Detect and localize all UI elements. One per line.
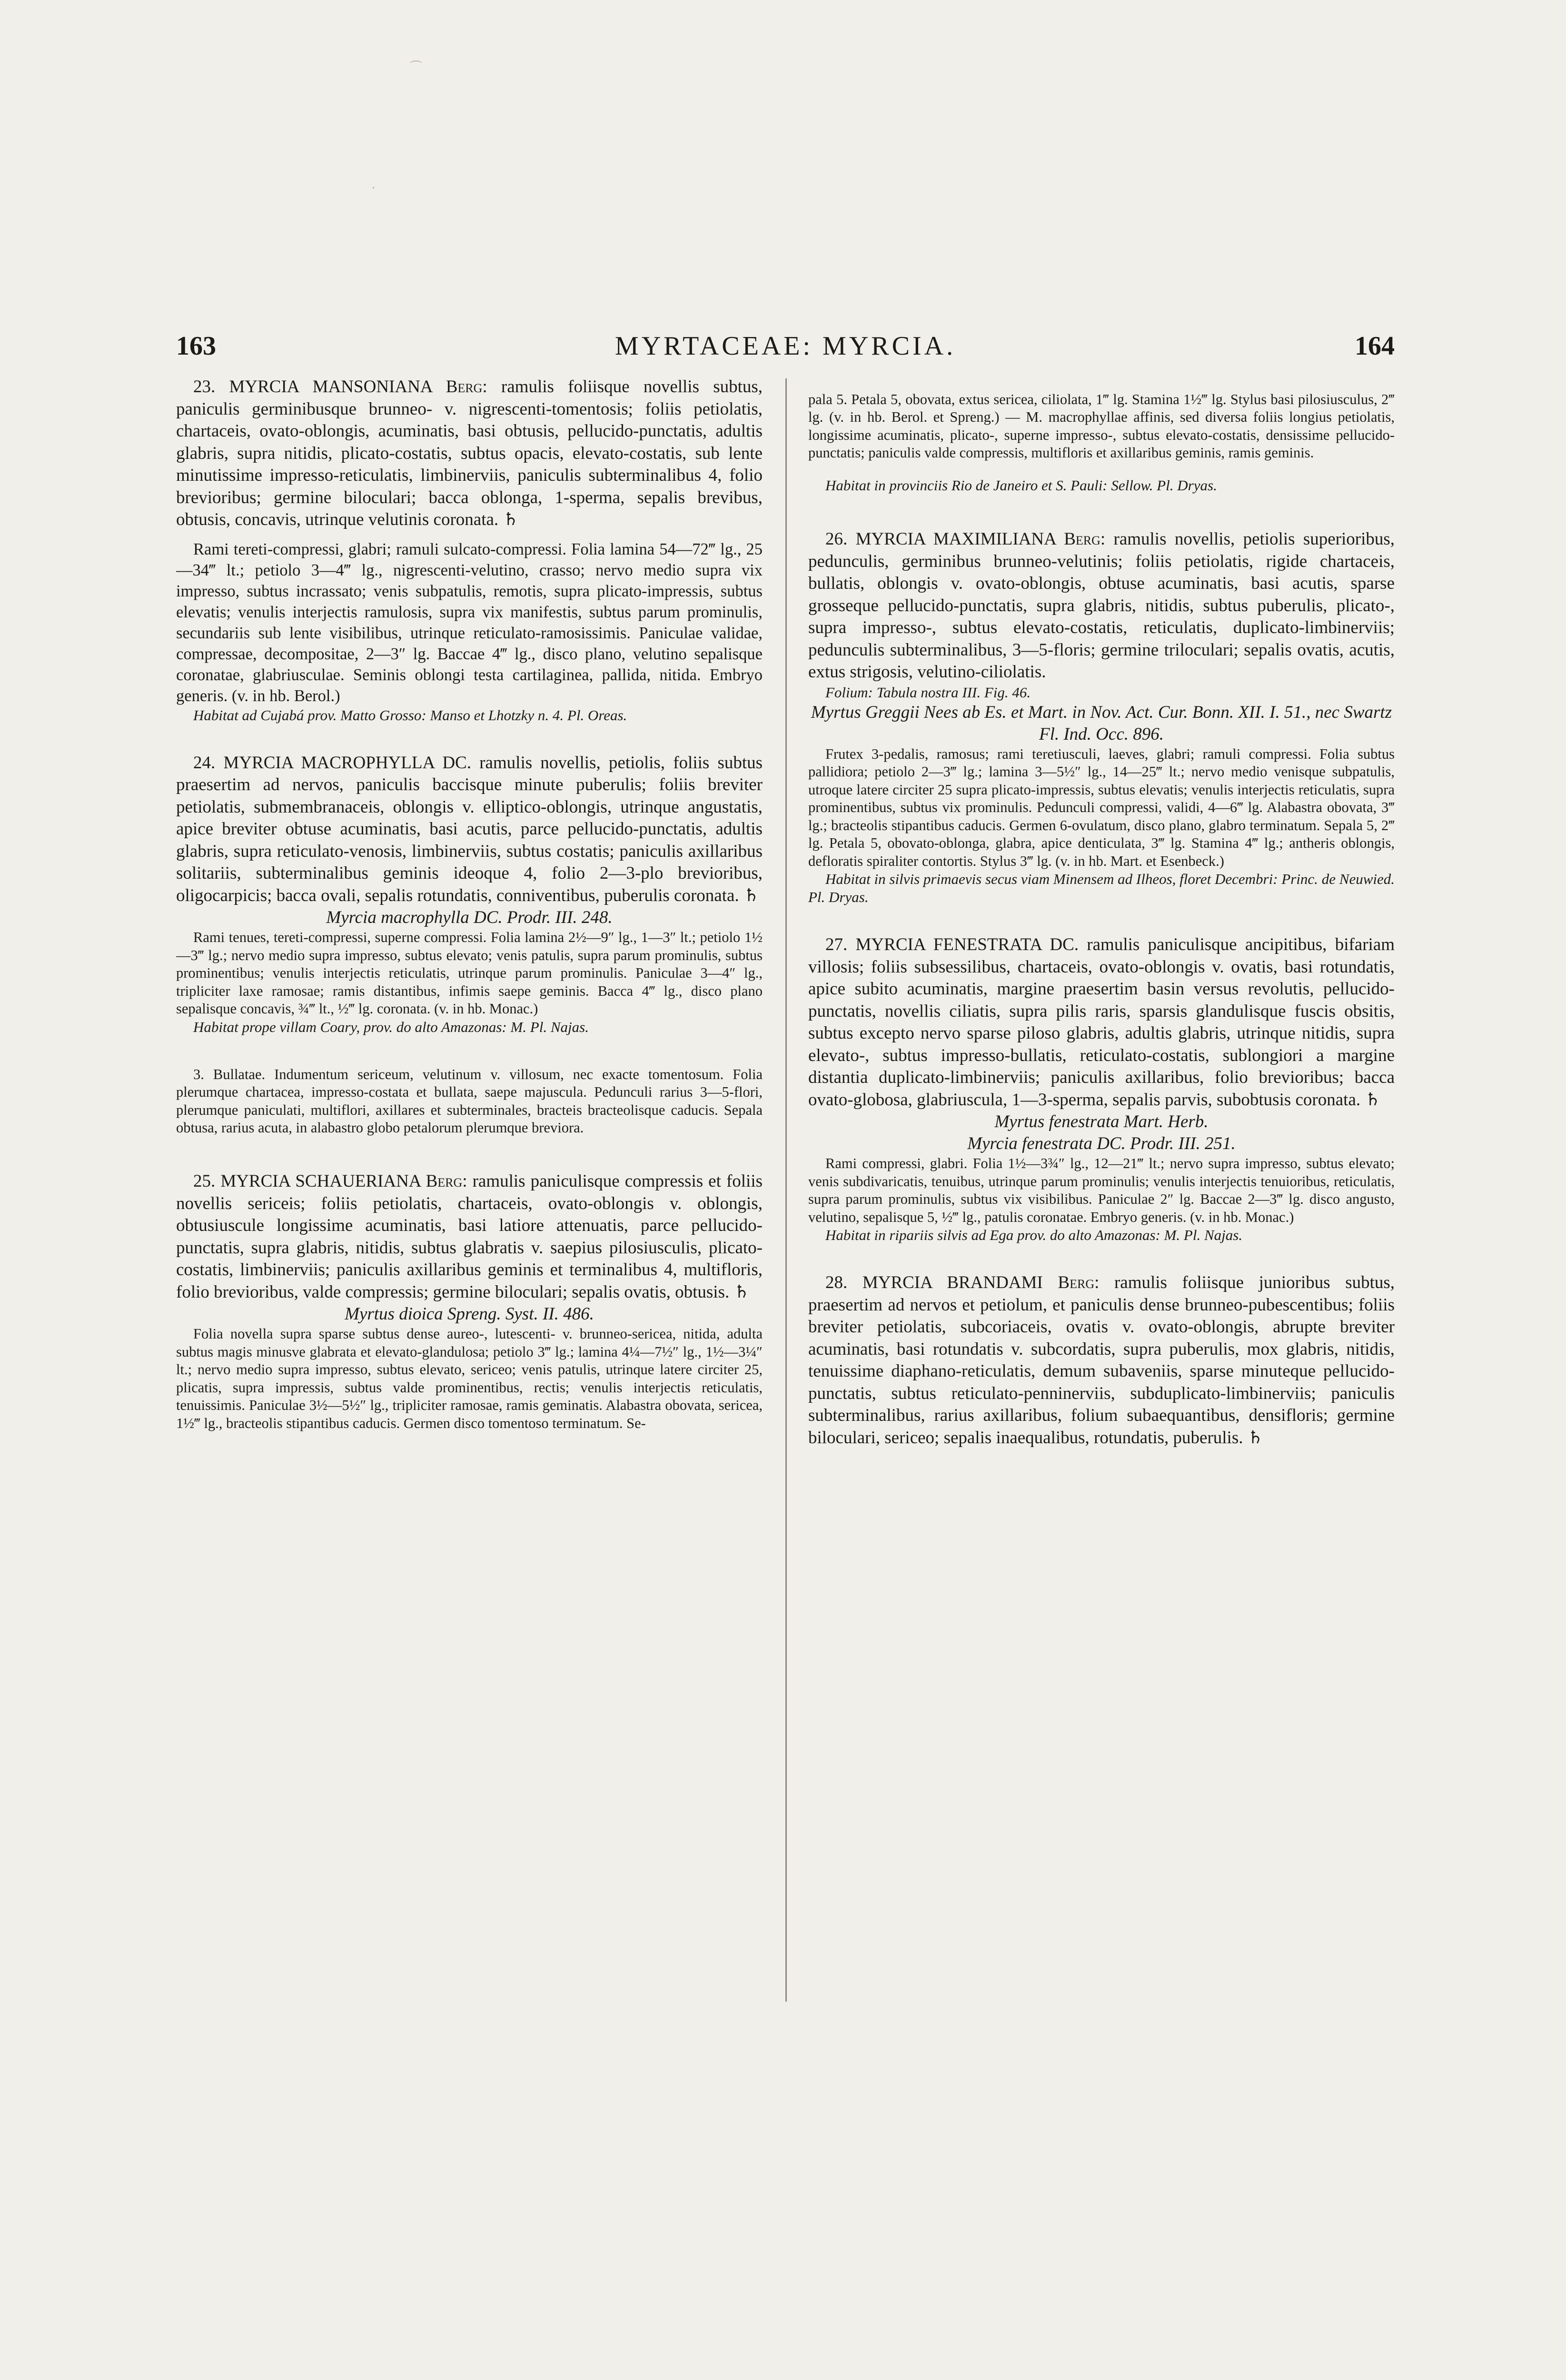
species-entry-24: [176, 752, 763, 1036]
details-text: Frutex 3-pedalis, ramosus; rami teretiusculi, laeves, glabri; ramuli compressi. Folia subtus pallidiora; petiolo 2—3‴ lg.; lamina 3—5½″ lg., 14—25‴ lt.; nervo medio venisque subpatulis, utroque latere circiter 25 supra plicato-impressis, subtus elevatis; venulis interjectis reticulatis, supra prominentibus, subtus vix prominulis. Pedunculi compressi, validi, 4—6‴ lg. Alabastra obovata, 3‴ lg.; bracteolis stipantibus caducis. Germen 6-ovulatum, disco plano, glabro terminatum. Sepala 5, 2‴ lg. Petala 5, obovato-oblonga, glabra, apice denticulata, 3‴ lg. Stamina 4‴ lg.; antheris oblongis, defloratis spiraliter contortis. Stylus 3‴ lg. (v. in hb. Mart. et Esenbeck.): [808, 745, 1395, 869]
species-description: 28. MYRCIA BRANDAMI Berg: ramulis foliisque junioribus subtus, praesertim ad nervos et petiolum, et paniculis dense brunneo-pubescentibus; foliis breviter petiolatis, subcoriaceis, ovatis v. ovato-oblongis, abrupte breviter acuminatis, basi rotundatis v. subcordatis, supra puberulis, mox glabris, nitidis, tenuissime diaphano-reticulatis, demum subaveniis, sparse minuteque pellucido-punctatis, subtus reticulato-penninerviis, subduplicato-limbinerviis; paniculis subterminalibus, rarius axillaribus, folium subaequantibus, densifloris; germine biloculari, sericeo; sepalis inaequalibus, rotundatis, puberulis. ♄: [808, 1273, 1395, 1448]
details-text: Rami compressi, glabri. Folia 1½—3¾″ lg., 12—21‴ lt.; nervo supra impresso, subtus elevato; venis subdivaricatis, tenuibus, utrinque parum prominulis; venulis interjectis tenuioribus, reticulatis, supra parum prominulis, subtus vix visibilibus. Paniculae 2″ lg. Baccae 2—3‴ lg. disco angusto, velutino, sepalisque 5, ½‴ lg., patulis coronatae. Embryo generis. (v. in hb. Monac.): [808, 1155, 1395, 1225]
details-text: Rami tereti-compressi, glabri; ramuli sulcato-compressi. Folia lamina 54—72‴ lg., 25—34‴ lt.; petiolo 3—4‴ lg., nigrescenti-velutino, crasso; nervo medio supra vix impresso, subtus incrassato; venis subpatulis, remotis, supra plicato-impressis, subtus elevatis; venulis interjectis ramulosis, supra vix manifestis, subtus parum prominulis, secundariis sub lente visibilibus, utrinque reticulato-ramosissimis. Paniculae validae, compressae, decompositae, 2—3″ lg. Baccae 4‴ lg., disco plano, velutino sepalisque coronatae, glabriusculae. Seminis oblongi testa cartilaginea, pallida, nitida. Embryo generis. (v. in hb. Berol.): [176, 540, 763, 705]
synonym-citation: Myrcia fenestrata DC. Prodr. III. 251.: [967, 1134, 1236, 1153]
species-name: MYRCIA SCHAUERIANA: [220, 1171, 421, 1191]
diagnosis-text: ramulis foliisque novellis subtus, paniculis germinibusque brunneo- v. nigrescenti-tomentosis; foliis petiolatis, chartaceis, ovato-oblongis, acuminatis, basi obtusis, pellucido-punctatis, adultis glabris, supra nitidis, plicato-costatis, subtus opacis, elevato-costatis, sub lente minutissime impresso-reticulatis, limbinerviis, paniculis subterminalibus 4, folio brevioribus; germine biloculari; bacca oblonga, 1-sperma, sepalis brevibus, obtusis, concavis, utrinque velutinis coronata. ♄: [176, 377, 763, 529]
species-author: Berg: [1058, 1273, 1095, 1292]
species-name: MYRCIA FENESTRATA: [855, 935, 1042, 954]
species-name: MYRCIA BRANDAMI: [862, 1273, 1043, 1292]
paper-speck: ⌒: [409, 60, 423, 75]
synonym-citation: Myrcia macrophylla DC. Prodr. III. 248.: [326, 908, 613, 927]
section-note: 3. Bullatae. Indumentum sericeum, velutinum v. villosum, nec exacte tomentosum. Folia plerumque chartacea, impresso-costata et bullata, saepe majuscula. Pedunculi rarius 3—5-flori, plerumque paniculati, multiflori, axillares et subterminales, bracteis bracteolisque caducis. Sepala obtusa, rarius acuta, in alabastro globo petalorum plerumque breviora.: [176, 1066, 763, 1136]
species-entry-28: [808, 1272, 1395, 1449]
species-number: 25.: [193, 1171, 216, 1191]
diagnosis-text: ramulis foliisque junioribus subtus, praesertim ad nervos et petiolum, et paniculis dense brunneo-pubescentibus; foliis breviter petiolatis, subcoriaceis, ovatis v. ovato-oblongis, abrupte breviter acuminatis, basi rotundatis v. subcordatis, supra puberulis, mox glabris, nitidis, tenuissime diaphano-reticulatis, demum subaveniis, sparse minuteque pellucido-punctatis, subtus reticulato-penninerviis, subduplicato-limbinerviis; paniculis subterminalibus, rarius axillaribus, folium subaequantibus, densifloris; germine biloculari, sericeo; sepalis inaequalibus, rotundatis, puberulis. ♄: [808, 1273, 1395, 1448]
synonym-citation: Myrtus Greggii Nees ab Es. et Mart. in Nov. Act. Cur. Bonn. XII. I. 51., nec Swartz Fl. Ind. Occ. 896.: [811, 702, 1392, 744]
species-name: MYRCIA MACROPHYLLA: [223, 753, 435, 773]
paper-speck: ·: [371, 181, 376, 196]
right-column: [808, 376, 1395, 2004]
details-continuation: pala 5. Petala 5, obovata, extus sericea, ciliolata, 1‴ lg. Stamina 1½‴ lg. Stylus basi pilosiusculus, 2‴ lg. (v. in hb. Berol. et Spreng.) — M. macrophyllae affinis, sed diversa foliis longius petiolatis, longissime acuminatis, plicato-, superne impresso-, subtus elevato-costatis, densissime pellucido-punctatis; paniculis valde compressis, multifloris et axillaribus geminis, ramis geminis.: [808, 391, 1395, 461]
column-divider: [785, 378, 787, 2002]
species-number: 24.: [193, 753, 216, 773]
left-column: [176, 376, 763, 2004]
habitat-text: Habitat in ripariis silvis ad Ega prov. do alto Amazonas: M. Pl. Najas.: [825, 1227, 1243, 1243]
species-author: DC.: [1050, 935, 1079, 954]
folium-reference: Folium: Tabula nostra III. Fig. 46.: [825, 684, 1031, 701]
species-number: 26.: [825, 529, 848, 549]
species-name: MYRCIA MANSONIANA: [229, 377, 432, 397]
diagnosis-text: ramulis novellis, petiolis superioribus, pedunculis, germinibus brunneo-velutinis; foliis petiolatis, rigide chartaceis, bullatis, oblongis v. ovato-oblongis, obtuse acuminatis, basi acutis, sparse grosseque pellucido-punctatis, supra glabris, nitidis, subtus puberulis, plicato-, supra impresso-, subtus elevato-costatis, reticulatis, duplicato-limbinerviis; pedunculis subterminalibus, 3—5-floris; germine triloculari; sepalis ovatis, acutis, extus strigosis, velutino-ciliolatis.: [808, 529, 1395, 682]
species-number: 27.: [825, 935, 848, 954]
synonym-citation: Myrtus fenestrata Mart. Herb.: [994, 1112, 1209, 1131]
habitat-text: Habitat prope villam Coary, prov. do alto Amazonas: M. Pl. Najas.: [193, 1018, 589, 1035]
diagnosis-text: ramulis novellis, petiolis, foliis subtus praesertim ad nervos, paniculis baccisque minute puberulis; foliis breviter petiolatis, submembranaceis, oblongis v. elliptico-oblongis, utrinque angustatis, apice breviter obtuse acuminatis, basi acutis, parce pellucido-punctatis, adultis glabris, supra reticulato-venosis, limbinerviis, subtus costatis; paniculis axillaribus solitariis, subterminalibus geminis ideoque 4, folio 2—3-plo brevioribus, oligocarpicis; bacca ovali, sepalis rotundatis, conniventibus, puberulis coronata. ♄: [176, 753, 763, 905]
species-description: [808, 934, 1395, 1111]
synonym-citation: Myrtus dioica Spreng. Syst. II. 486.: [345, 1304, 594, 1324]
species-number: 23.: [193, 377, 216, 397]
running-title: MYRTACEAE: MYRCIA.: [615, 331, 956, 361]
species-author: Berg: [1064, 529, 1100, 549]
species-description: 26. MYRCIA MAXIMILIANA Berg: ramulis novellis, petiolis superioribus, pedunculis, germinibus brunneo-velutinis; foliis petiolatis, rigide chartaceis, bullatis, oblongis v. ovato-oblongis, obtuse acuminatis, basi acutis, sparse grosseque pellucido-punctatis, supra glabris, nitidis, subtus puberulis, plicato-, supra impresso-, subtus elevato-costatis, reticulatis, duplicato-limbinerviis; pedunculis subterminalibus, 3—5-floris; germine triloculari; sepalis ovatis, acutis, extus strigosis, velutino-ciliolatis.: [808, 529, 1395, 682]
page-number-left: 163: [176, 331, 216, 361]
species-entry-26: [808, 528, 1395, 906]
habitat-text: Habitat ad Cujabá prov. Matto Grosso: Manso et Lhotzky n. 4. Pl. Oreas.: [193, 706, 627, 724]
habitat-text: Habitat in silvis primaevis secus viam Minensem ad Ilheos, floret Decembri: Princ. de Neuwied. Pl. Dryas.: [808, 871, 1395, 905]
species-entry-25: [176, 1170, 763, 1432]
details-text: Rami tenues, tereti-compressi, superne compressi. Folia lamina 2½—9″ lg., 1—3″ lt.; petiolo 1½—3‴ lg.; nervo medio supra impresso, subtus elevato; venis patulis, supra parum prominulis, subtus prominentibus; venulis interjectis reticulatis, utrinque parum prominulis. Paniculae 3—4″ lg., tripliciter laxe ramosae; ramis distantibus, infimis saepe geminis. Bacca 4‴ lg., disco plano sepalisque concavis, ¾‴ lt., ½‴ lg. coronata. (v. in hb. Monac.): [176, 929, 763, 1017]
diagnosis-text: ramulis paniculisque compressis et foliis novellis sericeis; foliis petiolatis, chartaceis, ovato-oblongis v. oblongis, obtusiuscule longissime acuminatis, basi latiore attenuatis, parce pellucido-punctatis, supra glabris, nitidis, subtus glabratis v. saepius pilosiusculis, plicato-costatis, limbinerviis; paniculis axillaribus geminis et terminalibus 4, multifloris, folio brevioribus, valde compressis; germine biloculari; sepalis ovatis, obtusis. ♄: [176, 1171, 763, 1302]
species-name: MYRCIA MAXIMILIANA: [855, 529, 1056, 549]
habitat-text: Habitat in provinciis Rio de Janeiro et S. Pauli: Sellow. Pl. Dryas.: [825, 477, 1217, 494]
diagnosis-text: ramulis paniculisque ancipitibus, bifariam villosis; foliis subsessilibus, chartaceis, ovato-oblongis v. ovatis, basi rotundatis, apice subito acuminatis, margine praesertim basin versus revolutis, pellucido-punctatis, novellis ciliatis, supra pilis raris, sparsis glandulisque fuscis obsitis, subtus excepto nervo sparse piloso glabris, adultis glabris, utrinque nitidis, supra elevato-, subtus impresso-bullatis, reticulato-costatis, sublongiori a margine distantia duplicato-limbinerviis; paniculis axillaribus, folio brevioribus; bacca ovato-globosa, glabriuscula, 1—3-sperma, sepalis parvis, subobtusis coronata. ♄: [808, 935, 1395, 1110]
species-author: DC.: [442, 753, 471, 773]
species-entry-27: [808, 934, 1395, 1244]
species-author: Berg: [426, 1171, 463, 1191]
species-entry-23: [176, 376, 763, 724]
species-description: 25. MYRCIA SCHAUERIANA Berg: ramulis paniculisque compressis et foliis novellis sericeis; foliis petiolatis, chartaceis, ovato-oblongis v. oblongis, obtusiuscule longissime acuminatis, basi latiore attenuatis, parce pellucido-punctatis, supra glabris, nitidis, subtus glabratis v. saepius pilosiusculis, plicato-costatis, limbinerviis; paniculis axillaribus geminis et terminalibus 4, multifloris, folio brevioribus, valde compressis; germine biloculari; sepalis ovatis, obtusis. ♄: [176, 1171, 763, 1302]
details-text: Folia novella supra sparse subtus dense aureo-, lutescenti- v. brunneo-sericea, nitida, adulta subtus magis minusve glabrata et elevato-glandulosa; petiolo 3‴ lg.; lamina 4¼—7½″ lg., 1½—3¼″ lt.; nervo medio supra impresso, subtus elevato, sericeo; venis patulis, utrinque latere circiter 25, plicatis, supra impressis, subtus valde prominentibus, rectis; venulis interjectis reticulatis, tenuissimis. Paniculae 3½—5½″ lg., tripliciter ramosae, ramis geminatis. Alabastra obovata, sericea, 1½‴ lg., bracteolis stipantibus caducis. Germen disco tomentoso terminatum. Se-: [176, 1326, 763, 1431]
species-description: 23. MYRCIA MANSONIANA Berg: ramulis foliisque novellis subtus, paniculis germinibusque brunneo- v. nigrescenti-tomentosis; foliis petiolatis, chartaceis, ovato-oblongis, acuminatis, basi obtusis, pellucido-punctatis, adultis glabris, supra nitidis, plicato-costatis, subtus opacis, elevato-costatis, sub lente minutissime impresso-reticulatis, limbinerviis, paniculis subterminalibus 4, folio brevioribus; germine biloculari; bacca oblonga, 1-sperma, sepalis brevibus, obtusis, concavis, utrinque velutinis coronata. ♄: [176, 377, 763, 529]
species-number: 28.: [825, 1273, 848, 1292]
species-description: [176, 752, 763, 907]
species-author: Berg: [446, 377, 483, 397]
page-number-right: 164: [1355, 331, 1395, 361]
page-header: [176, 331, 1395, 369]
